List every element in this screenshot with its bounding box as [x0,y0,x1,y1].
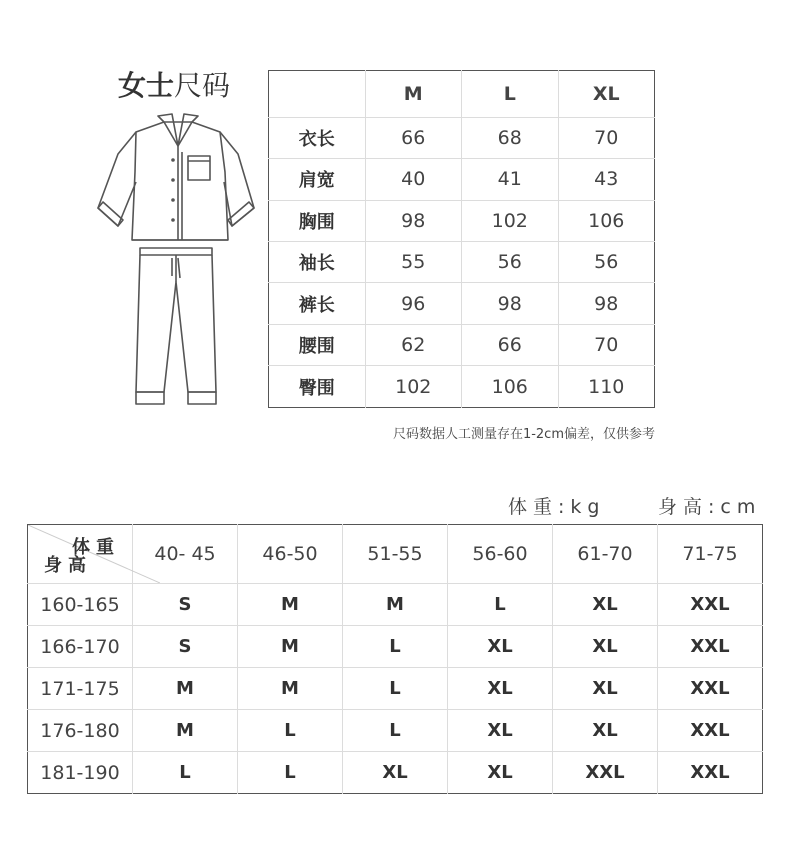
table-cell: 55 [365,242,462,283]
shirt-button [171,198,175,202]
size-table [268,70,655,408]
row-label: 袖长 [269,242,366,283]
size-cell: L [343,710,448,752]
table-cell: 70 [558,117,655,158]
height-unit-label: 身高:cm [658,496,762,518]
table-cell: 66 [365,117,462,158]
table-row [28,752,763,794]
height-range-cell: 166-170 [28,626,133,668]
size-recommendation-table [27,524,763,794]
size-cell: XL [448,668,553,710]
row-label: 裤长 [269,283,366,324]
table-cell: 106 [462,366,559,408]
table-cell: 43 [558,159,655,200]
size-cell: XL [553,584,658,626]
size-cell: L [343,626,448,668]
shirt-button [171,218,175,222]
table-row [269,117,655,158]
size-cell: M [238,626,343,668]
title-light: 尺码 [174,69,231,102]
weight-range-cell: 46-50 [238,525,343,584]
size-table-corner [269,71,366,118]
height-range-cell: 160-165 [28,584,133,626]
table-cell: 102 [365,366,462,408]
shirt-button [171,158,175,162]
size-table-header [269,71,655,118]
size-cell: XL [343,752,448,794]
size-cell: XL [553,626,658,668]
pants-right-cuff [188,392,216,404]
table-cell: 70 [558,324,655,365]
table-row [269,200,655,241]
table-cell: 98 [462,283,559,324]
table-cell: 102 [462,200,559,241]
size-header-cell: L [462,71,559,118]
table-cell: 98 [558,283,655,324]
row-label: 臀围 [269,366,366,408]
pants-waistband [140,248,212,255]
height-range-cell: 176-180 [28,710,133,752]
size-cell: XL [448,710,553,752]
row-label: 腰围 [269,324,366,365]
size-cell: XL [448,752,553,794]
pants-left-cuff [136,392,164,404]
weight-range-cell: 71-75 [658,525,763,584]
weight-unit-label: 体重:kg [508,496,606,518]
size-cell: XL [448,626,553,668]
size-cell: M [238,668,343,710]
table-row [269,159,655,200]
table-cell: 106 [558,200,655,241]
size-cell: S [133,584,238,626]
table-cell: 56 [462,242,559,283]
table-cell: 40 [365,159,462,200]
size-cell: XXL [658,626,763,668]
table-row [28,584,763,626]
size-cell: L [238,752,343,794]
shirt-button [171,178,175,182]
size-cell: M [343,584,448,626]
table-cell: 68 [462,117,559,158]
size-header-cell: XL [558,71,655,118]
size-cell: XXL [658,710,763,752]
table-cell: 41 [462,159,559,200]
shirt-body [132,122,228,240]
table-cell: 62 [365,324,462,365]
table-row [269,242,655,283]
corner-weight-label: 体重 [72,537,120,558]
size-cell: L [238,710,343,752]
table-row [269,283,655,324]
height-range-cell: 171-175 [28,668,133,710]
size-cell: XXL [553,752,658,794]
size-cell: XL [553,668,658,710]
table-cell: 56 [558,242,655,283]
recommend-header-row [28,525,763,584]
row-label: 衣长 [269,117,366,158]
measurement-note: 尺码数据人工测量存在1-2cm偏差，仅供参考 [392,427,655,442]
size-header-cell: M [365,71,462,118]
table-cell: 96 [365,283,462,324]
weight-range-cell: 56-60 [448,525,553,584]
size-cell: M [238,584,343,626]
corner-height-label: 身高 [44,555,92,576]
size-cell: M [133,710,238,752]
table-row [269,366,655,408]
shirt-left-sleeve [98,132,136,226]
table-row [28,668,763,710]
weight-range-cell: 51-55 [343,525,448,584]
table-cell: 98 [365,200,462,241]
table-row [28,626,763,668]
size-cell: L [343,668,448,710]
weight-range-cell: 40- 45 [133,525,238,584]
title-bold: 女士 [118,69,175,102]
table-cell: 110 [558,366,655,408]
row-label: 肩宽 [269,159,366,200]
page-title [118,66,230,106]
size-cell: S [133,626,238,668]
size-cell: L [448,584,553,626]
height-range-cell: 181-190 [28,752,133,794]
size-cell: XXL [658,752,763,794]
row-label: 胸围 [269,200,366,241]
corner-cell [28,525,133,584]
pajama-illustration [92,112,260,412]
shirt-pocket [188,156,210,180]
size-cell: M [133,668,238,710]
size-cell: XXL [658,668,763,710]
table-row [269,324,655,365]
size-cell: XL [553,710,658,752]
table-cell: 66 [462,324,559,365]
size-cell: XXL [658,584,763,626]
weight-range-cell: 61-70 [553,525,658,584]
size-cell: L [133,752,238,794]
table-row [28,710,763,752]
